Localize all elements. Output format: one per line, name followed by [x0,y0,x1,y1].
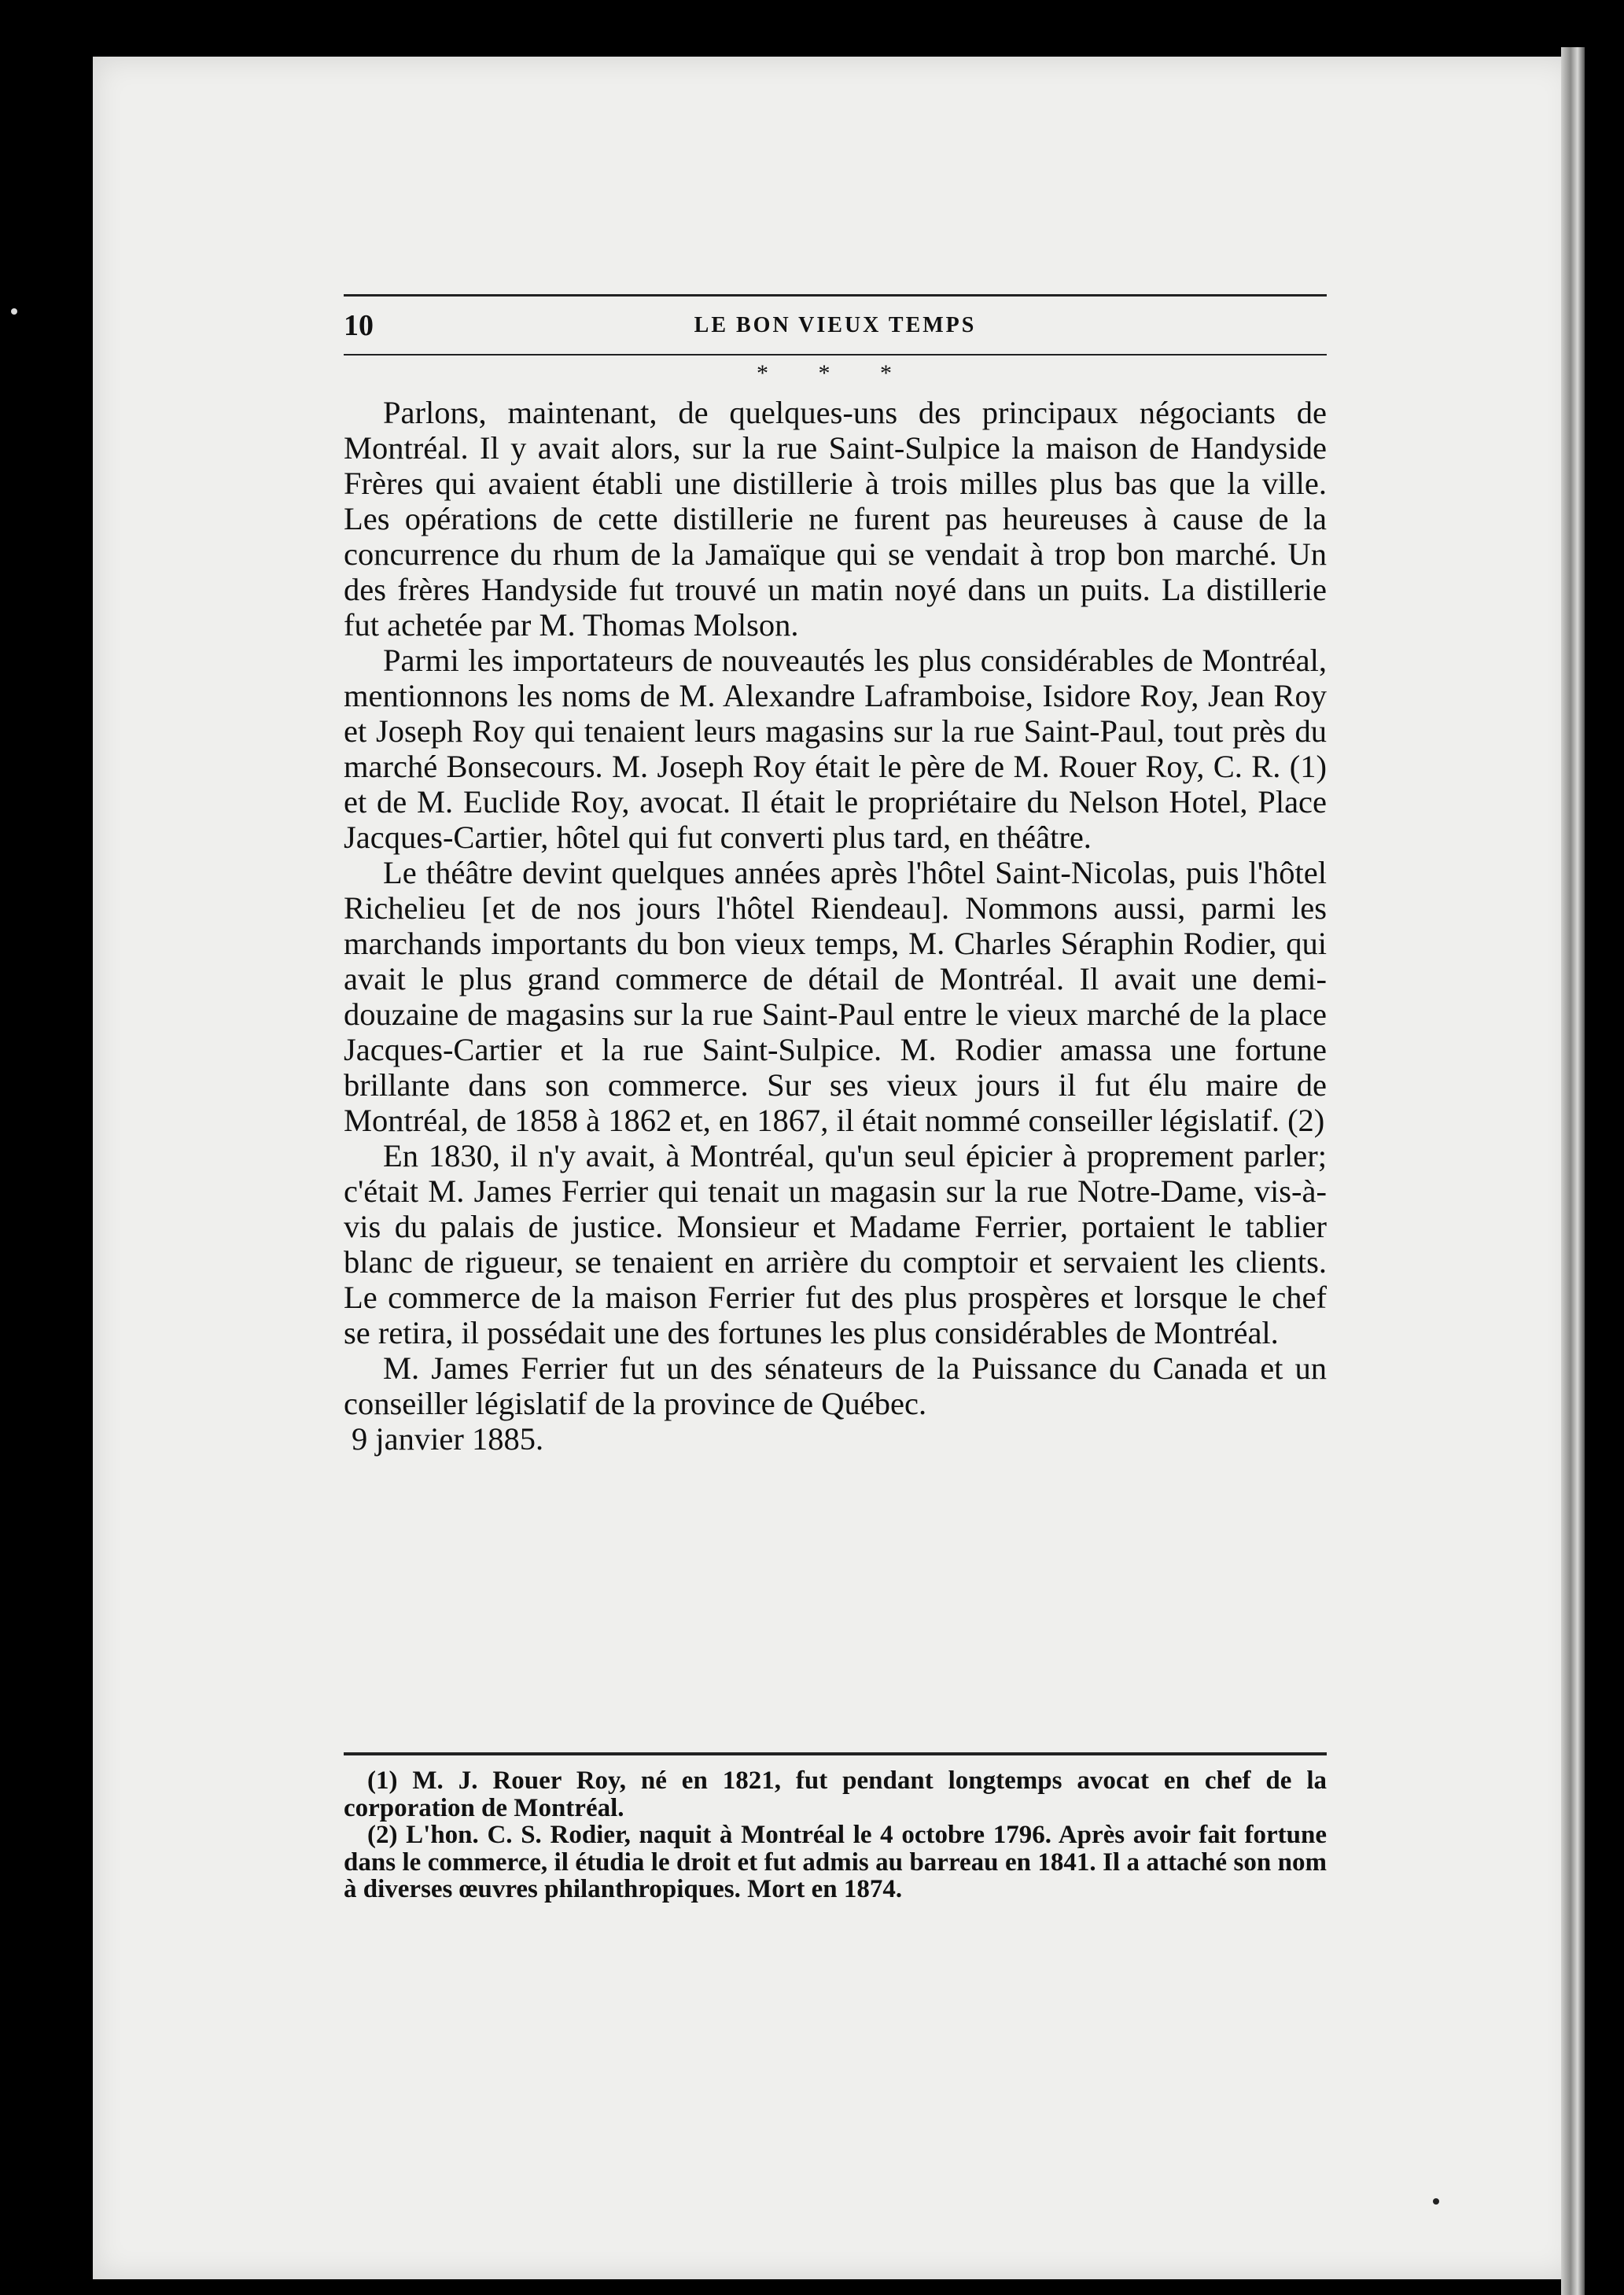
page-number: 10 [344,309,374,342]
footnote-rule [344,1752,1327,1755]
paragraph: Le théâtre devint quelques années après l'hôtel Saint-Nicolas, puis l'hôtel Richelieu [et de nos jours l'hôtel Riendeau]. Nommons aussi, parmi les marchands importants du bon vieux temps, M. Charles Séraphin Rodier, qui avait le plus grand commerce de détail de Montréal. Il avait une demi-douzaine de magasins sur la rue Saint-Paul entre le vieux marché de la place Jacques-Cartier et la rue Saint-Sulpice. M. Rodier amassa une fortune brillante dans son commerce. Sur ses vieux jours il fut élu maire de Montréal, de 1858 à 1862 et, en 1867, il était nommé conseiller législatif. (2) [344,855,1327,1138]
date-line: 9 janvier 1885. [352,1421,544,1457]
section-separator: * * * [757,360,914,386]
footnote: (2) L'hon. C. S. Rodier, naquit à Montréal le 4 octobre 1796. Après avoir fait fortune dans le commerce, il étudia le droit et fut admis au barreau en 1841. Il a attaché son nom à diverses œuvres philanthropiques. Mort en 1874. [344,1821,1327,1903]
paragraph: M. James Ferrier fut un des sénateurs de la Puissance du Canada et un conseiller législatif de la province de Québec. [344,1350,1327,1421]
paragraph: En 1830, il n'y avait, à Montréal, qu'un seul épicier à proprement parler; c'était M. James Ferrier qui tenait un magasin sur la rue Notre-Dame, vis-à-vis du palais de justice. Monsieur et Madame Ferrier, portaient le tablier blanc de rigueur, se tenaient en arrière du comptoir et servaient les clients. Le commerce de la maison Ferrier fut des plus prospères et lorsque le chef se retira, il possédait une des fortunes les plus considérables de Montréal. [344,1138,1327,1350]
footnotes [344,1767,1327,1903]
footnote: (1) M. J. Rouer Roy, né en 1821, fut pendant longtemps avocat en chef de la corporation de Montréal. [344,1766,1327,1822]
scan-speck-2 [1433,2198,1439,2205]
running-title: LE BON VIEUX TEMPS [694,313,977,337]
running-header [344,308,1327,348]
page-edge [1561,47,1585,2295]
header-bottom-rule [344,354,1327,355]
scan-speck [11,308,17,315]
paragraph: Parmi les importateurs de nouveautés les plus considérables de Montréal, mentionnons les noms de M. Alexandre Laframboise, Isidore Roy, Jean Roy et Joseph Roy qui tenaient leurs magasins sur la rue Saint-Paul, tout près du marché Bonsecours. M. Joseph Roy était le père de M. Rouer Roy, C. R. (1) et de M. Euclide Roy, avocat. Il était le propriétaire du Nelson Hotel, Place Jacques-Cartier, hôtel qui fut converti plus tard, en théâtre. [344,643,1327,855]
paragraph: Parlons, maintenant, de quelques-uns des principaux négociants de Montréal. Il y avait alors, sur la rue Saint-Sulpice la maison de Handyside Frères qui avaient établi une distillerie à trois milles plus bas que la ville. Les opérations de cette distillerie ne furent pas heureuses à cause de la concurrence du rhum de la Jamaïque qui se vendait à trop bon marché. Un des frères Handyside fut trouvé un matin noyé dans un puits. La distillerie fut achetée par M. Thomas Molson. [344,395,1327,643]
body-text [344,395,1327,1732]
header-top-rule [344,294,1327,297]
